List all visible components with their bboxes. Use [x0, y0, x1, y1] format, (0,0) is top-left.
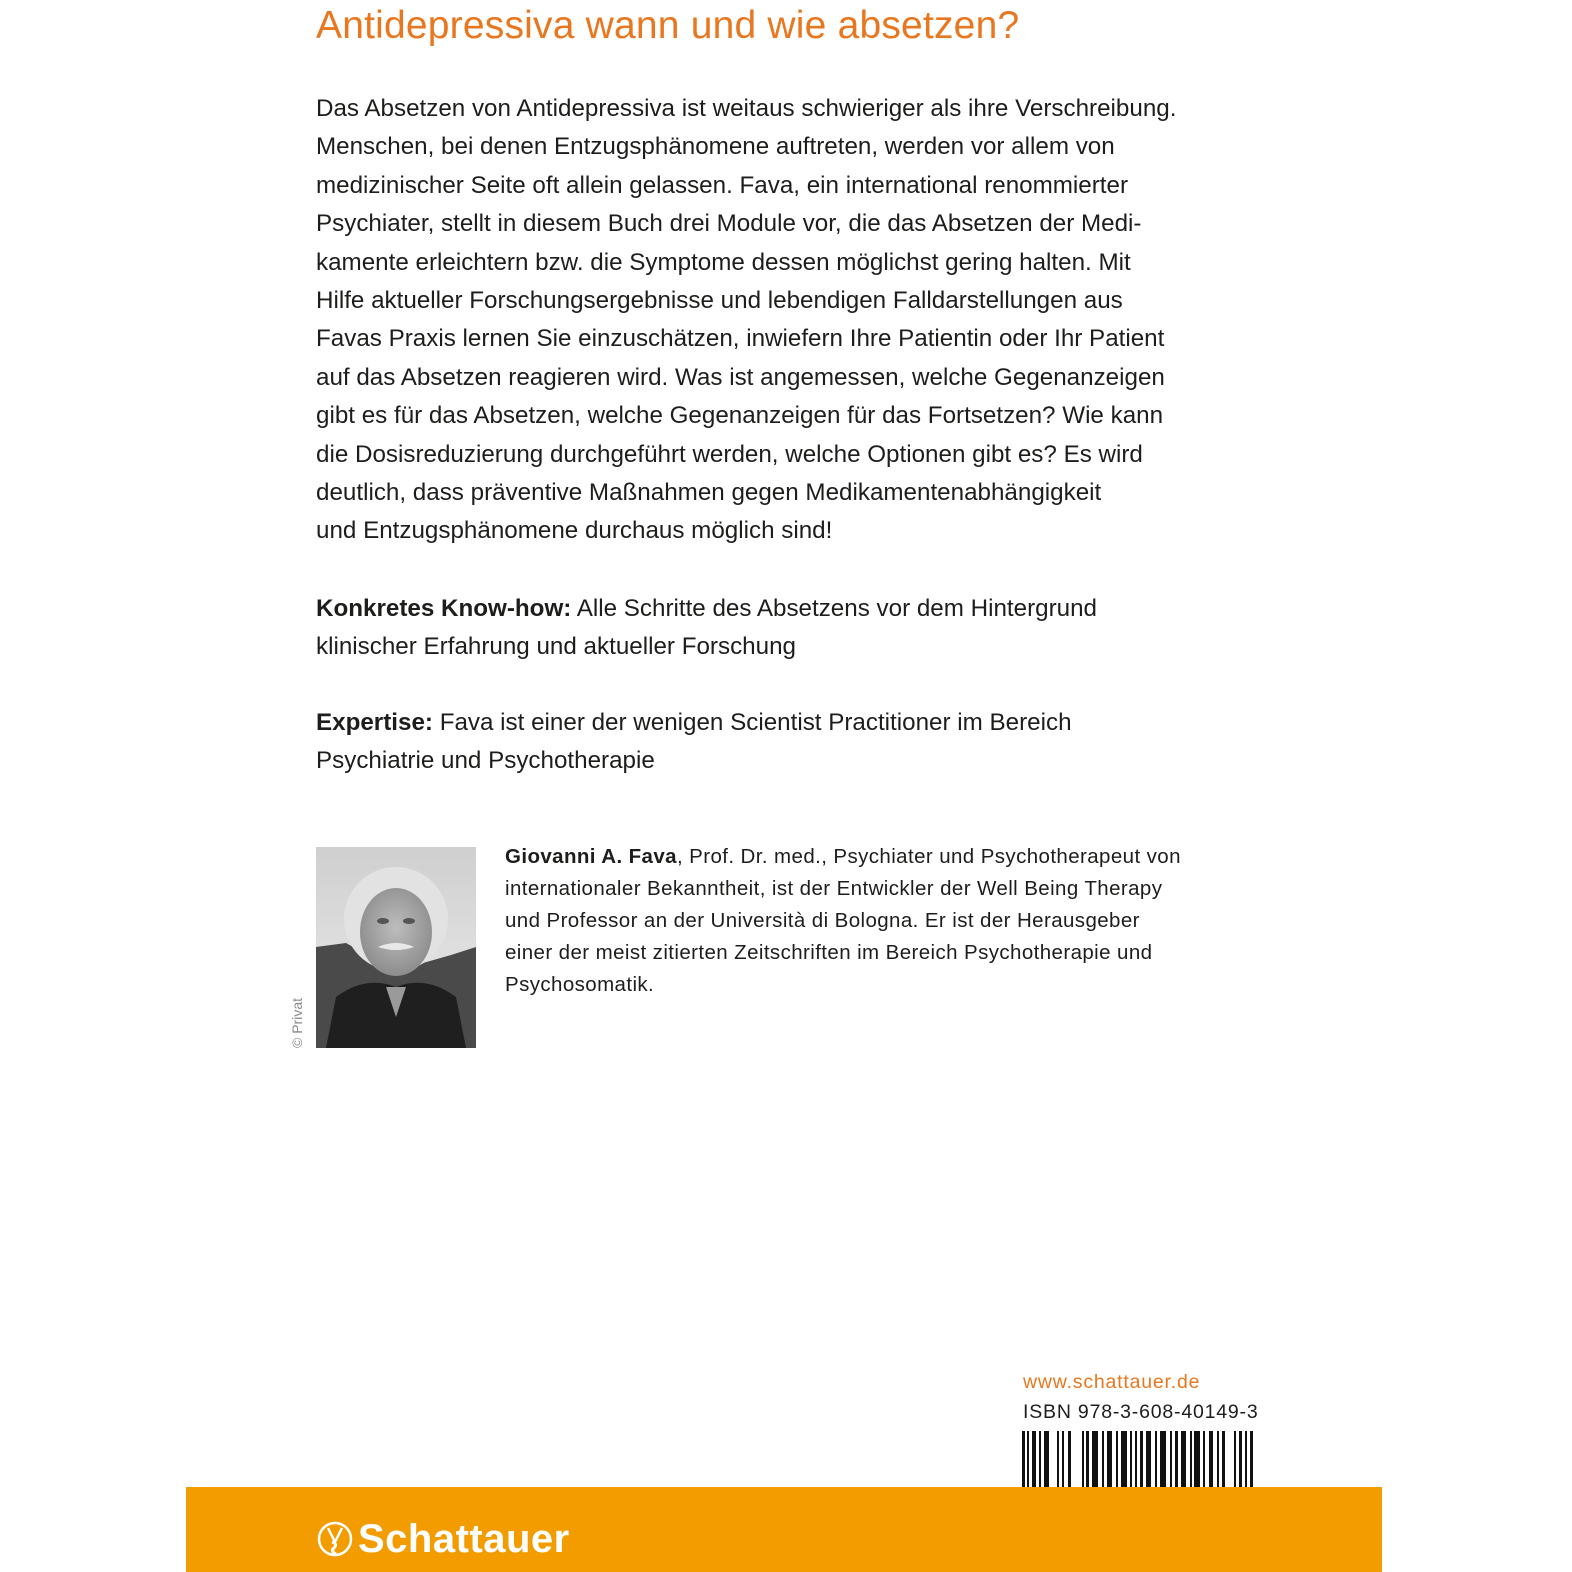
blurb-line: die Dosisreduzierung durchgeführt werden, welche Optionen gibt es? Es wird	[316, 440, 1143, 468]
schattauer-emblem-icon	[316, 1520, 354, 1558]
expertise-label: Expertise:	[316, 709, 433, 736]
publisher-url[interactable]: www.schattauer.de	[1023, 1371, 1201, 1393]
bio-line: einer der meist zitierten Zeitschriften im Bereich Psychotherapie und	[505, 941, 1153, 964]
expertise-text: Fava ist einer der wenigen Scientist Practitioner im Bereich	[432, 709, 1072, 736]
blurb-line: Menschen, bei denen Entzugsphänomene auftreten, werden vor allem von	[316, 133, 1115, 161]
blurb-line: Hilfe aktueller Forschungsergebnisse und lebendigen Falldarstellungen aus	[316, 287, 1123, 315]
book-title: Antidepressiva wann und wie absetzen?	[316, 4, 1020, 47]
publisher-logo-text: Schattauer	[358, 1517, 570, 1561]
author-bio	[505, 841, 1265, 1001]
barcode	[1022, 1431, 1254, 1487]
blurb-line: und Entzugsphänomene durchaus möglich sind!	[316, 517, 833, 545]
knowhow-highlight	[316, 590, 1276, 667]
blurb-line: auf das Absetzen reagieren wird. Was ist angemessen, welche Gegenanzeigen	[316, 363, 1165, 391]
bio-line: internationaler Bekanntheit, ist der Entwickler der Well Being Therapy	[505, 877, 1163, 900]
author-photo	[316, 847, 476, 1048]
blurb-paragraph	[316, 90, 1276, 551]
publisher-logo	[316, 1517, 570, 1561]
blurb-line: Favas Praxis lernen Sie einzuschätzen, inwiefern Ihre Patientin oder Ihr Patient	[316, 325, 1165, 353]
bio-line: Psychosomatik.	[505, 973, 655, 996]
knowhow-text: Alle Schritte des Absetzens vor dem Hintergrund	[571, 595, 1098, 622]
isbn-number: ISBN 978-3-608-40149-3	[1023, 1401, 1259, 1423]
author-name: Giovanni A. Fava	[505, 845, 677, 868]
blurb-line: medizinischer Seite oft allein gelassen. Fava, ein international renommierter	[316, 171, 1129, 199]
bio-line: und Professor an der Università di Bologna. Er ist der Herausgeber	[505, 909, 1140, 932]
knowhow-text-line2: klinischer Erfahrung und aktueller Forschung	[316, 633, 796, 661]
expertise-highlight	[316, 704, 1276, 781]
expertise-text-line2: Psychiatrie und Psychotherapie	[316, 747, 655, 775]
blurb-line: gibt es für das Absetzen, welche Gegenanzeigen für das Fortsetzen? Wie kann	[316, 402, 1164, 430]
blurb-line: kamente erleichtern bzw. die Symptome dessen möglichst gering halten. Mit	[316, 248, 1131, 276]
publisher-footer-band	[186, 1487, 1382, 1572]
knowhow-label: Konkretes Know-how:	[316, 595, 572, 622]
photo-credit: © Privat	[289, 998, 305, 1048]
bio-line: , Prof. Dr. med., Psychiater und Psychotherapeut von	[676, 845, 1181, 868]
blurb-line: Psychiater, stellt in diesem Buch drei Module vor, die das Absetzen der Medi-	[316, 210, 1142, 238]
blurb-line: deutlich, dass präventive Maßnahmen gegen Medikamentenabhängigkeit	[316, 479, 1102, 507]
blurb-line: Das Absetzen von Antidepressiva ist weitaus schwieriger als ihre Verschreibung.	[316, 95, 1177, 122]
